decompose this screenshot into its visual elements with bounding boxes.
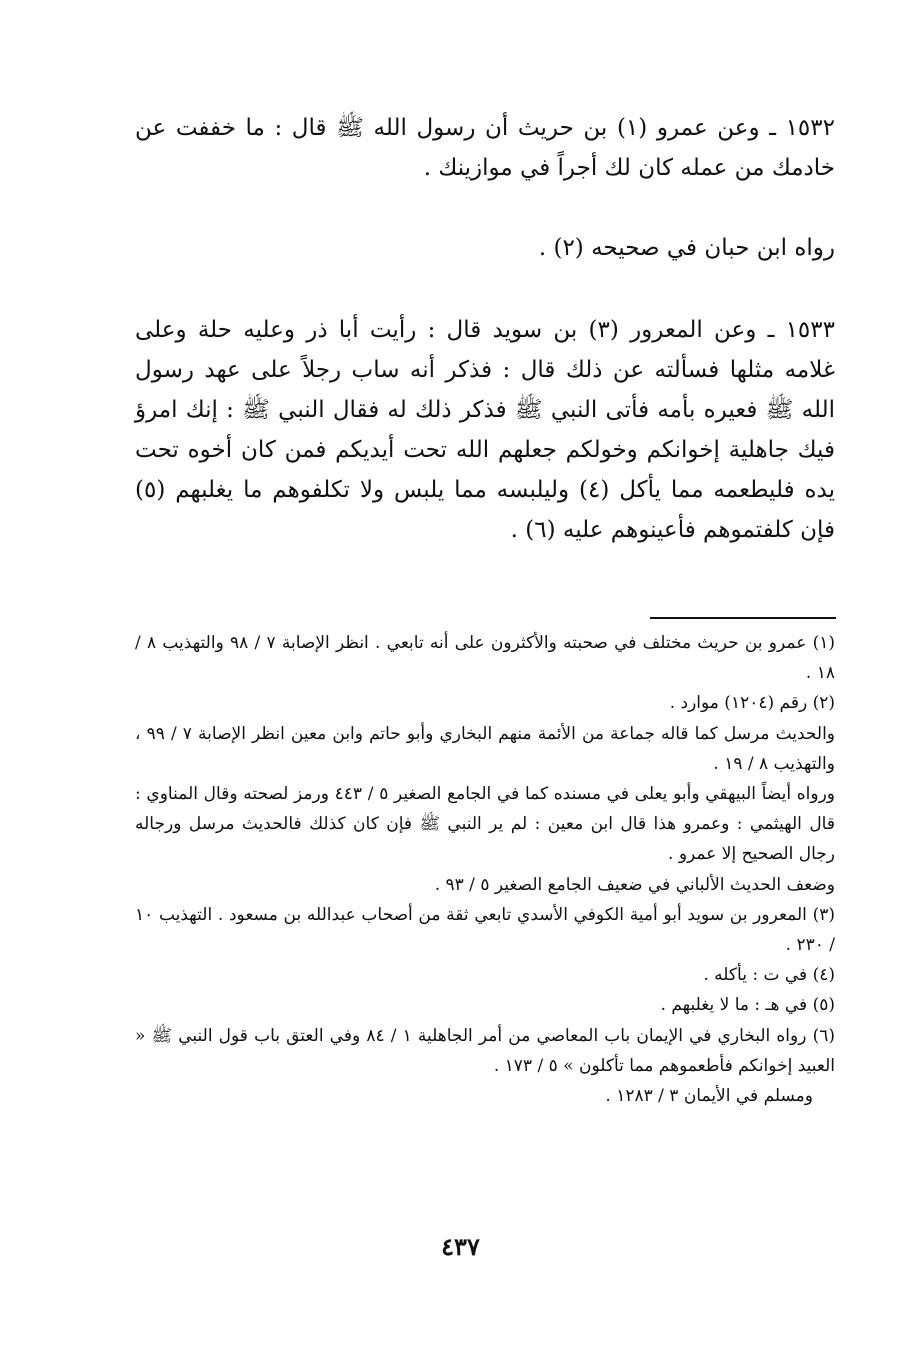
hadith-1532-text: ١٥٣٢ ـ وعن عمرو (١) بن حريث أن رسول الله ﷺ قال : ما خففت عن خادمك من عمله كان لك أجراً في موازينك . <box>135 115 835 181</box>
footnote-2-continuation-1: والحديث مرسل كما قاله جماعة من الأئمة منهم البخاري وأبو حاتم وابن معين انظر الإصابة ٧ / ٩٩ ، والتهذيب ٨ / ١٩ . <box>135 723 835 774</box>
page-number: ٤٣٧ <box>441 1232 480 1261</box>
footnote-4: (٤) في ت : يأكله . <box>703 965 835 986</box>
footnote-6-continuation: ومسلم في الأيمان ٣ / ١٢٨٣ . <box>605 1086 813 1107</box>
footnotes <box>135 628 835 1111</box>
footnote-5: (٥) في هـ : ما لا يغلبهم . <box>660 995 835 1016</box>
hadith-1532-source: رواه ابن حبان في صحيحه (٢) . <box>538 235 835 261</box>
footnote-3: (٣) المعرور بن سويد أبو أمية الكوفي الأسدي تابعي ثقة من أصحاب عبدالله بن مسعود . التهذيب ١٠ / ٢٣٠ . <box>135 904 835 956</box>
footnote-6: (٦) رواه البخاري في الإيمان باب المعاصي من أمر الجاهلية ١ / ٨٤ وفي العتق باب قول النبي ﷺ « العبيد إخوانكم فأطعموهم مما تأكلون » ٥ / ١٧٣ . <box>135 1025 835 1076</box>
footnote-2-continuation-2: ورواه أيضاً البيهقي وأبو يعلى في مسنده كما في الجامع الصغير ٥ / ٤٤٣ ورمز لصحته وقال المناوي : قال الهيثمي : وعمرو هذا قال ابن معين : لم ير النبي ﷺ فإن كان كذلك فالحديث مرسل ورجاله رجال الصحيح إلا عمرو . <box>135 784 835 865</box>
hadith-1533-text: ١٥٣٣ ـ وعن المعرور (٣) بن سويد قال : رأيت أبا ذر وعليه حلة وعلى غلامه مثلها فسألته عن ذلك قال : فذكر أنه ساب رجلاً على عهد رسول الله ﷺ فعيره بأمه فأتى النبي ﷺ فذكر ذلك له فقال النبي ﷺ : إنك امرؤ فيك جاهلية إخوانكم وخولكم جعلهم الله تحت أيديكم فمن كان أخوه تحت يده فليطعمه مما يأكل (٤) وليلبسه مما يلبس ولا تكلفوهم ما يغلبهم (٥) فإن كلفتموهم فأعينوهم عليه (٦) . <box>135 317 835 543</box>
footnote-2-continuation-3: وضعف الحديث الألباني في ضعيف الجامع الصغير ٥ / ٩٣ . <box>434 874 835 895</box>
footnote-separator <box>650 617 836 619</box>
footnote-2: (٢) رقم (١٢٠٤) موارد . <box>669 693 835 714</box>
footnote-1: (١) عمرو بن حريث مختلف في صحبته والأكثرون على أنه تابعي . انظر الإصابة ٧ / ٩٨ والتهذيب ٨ / ١٨ . <box>135 633 835 684</box>
